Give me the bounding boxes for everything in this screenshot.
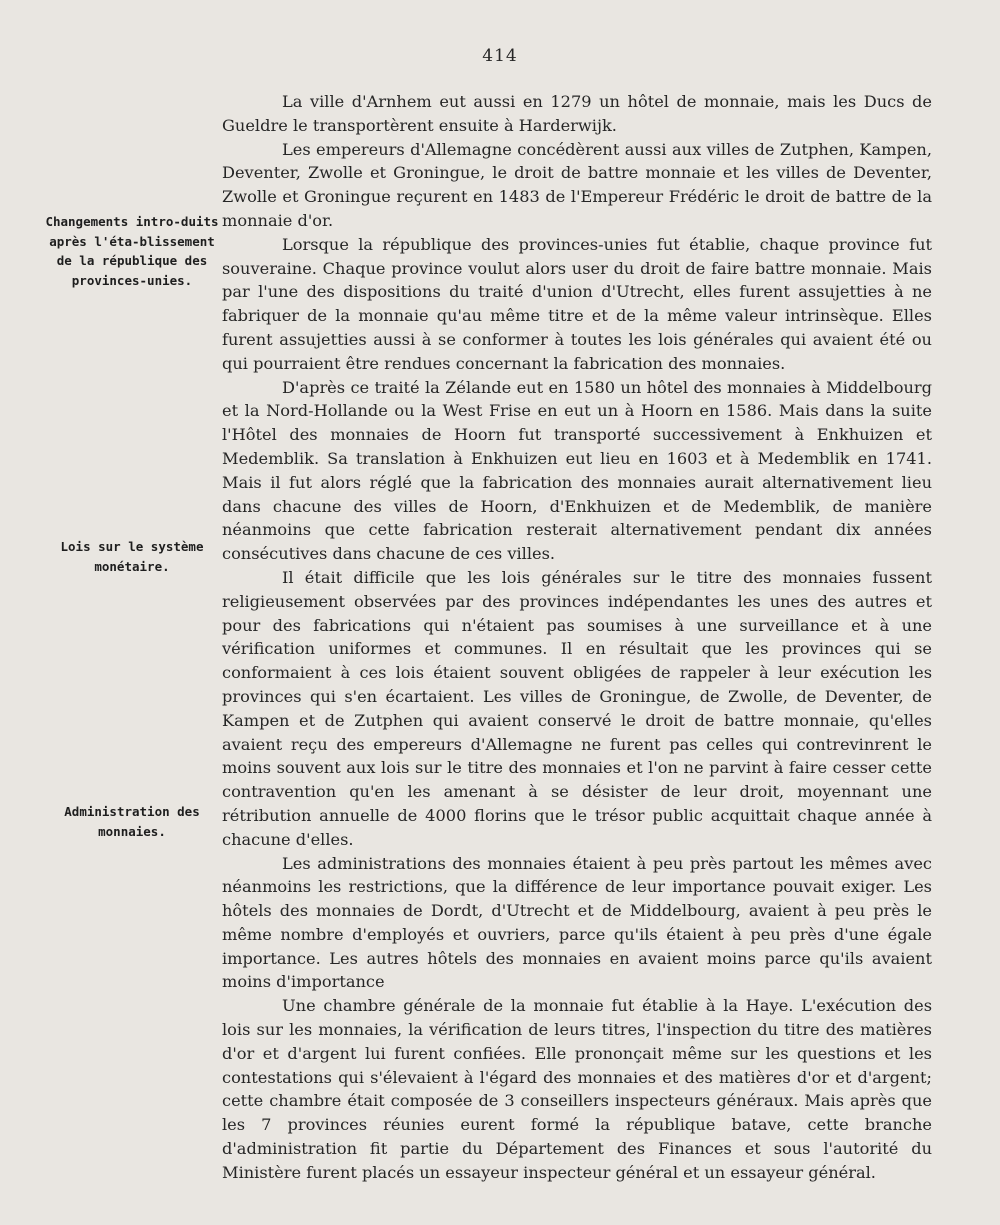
- page-number: 414: [482, 46, 518, 66]
- paragraph-lois-generales: Il était difficile que les lois générales sur le titre des monnaies fussent religieusement observées par des provinces indépendantes les unes des autres et pour des fabrications qui n'étaient pas soumises à une surveillance et à une vérification uniformes et communes. Il en résultait que les provinces qui se conformaient à ces lois étaient souvent obligées de rappeler à leur exécution les provinces qui s'en écartaient. Les villes de Groningue, de Zwolle, de Deventer, de Kampen et de Zutphen qui avaient conservé le droit de battre monnaie, qu'elles avaient reçu des empereurs d'Allemagne ne furent pas celles qui contrevinrent le moins souvent aux lois sur le titre des monnaies et l'on ne parvint à faire cesser cette contravention qu'en les amenant à se désister de leur droit, moyennant une rétribution annuelle de 4000 florins que le trésor public acquittait chaque année à chacune d'elles.: [222, 567, 932, 849]
- body-text: [222, 90, 932, 1185]
- paragraph-administrations: Les administrations des monnaies étaient à peu près partout les mêmes avec néanmoins les restrictions, que la différence de leur importance pouvait exiger. Les hôtels des monnaies de Dordt, d'Utrecht et de Middelbourg, avaient à peu près le même nombre d'employés et ouvriers, parce qu'ils étaient à peu près d'une égale importance. Les autres hôtels des monnaies en avaient moins parce qu'ils avaient moins d'importance: [222, 853, 932, 992]
- margin-note-lois: Lois sur le système monétaire.: [60, 539, 204, 574]
- paragraph-chambre-generale: Une chambre générale de la monnaie fut établie à la Haye. L'exécution des lois sur les monnaies, la vérification de leurs titres, l'inspection du titre des matières d'or et d'argent lui furent confiées. Elle prononçait même sur les questions et les contestations qui s'élevaient à l'égard des monnaies et des matières d'or et d'argent; cette chambre était composée de 3 conseillers inspecteurs généraux. Mais après que les 7 provinces réunies eurent formé la république batave, cette branche d'administration fit partie du Département des Finances et sous l'autorité du Ministère furent placés un essayeur inspecteur général et un essayeur général.: [222, 996, 932, 1182]
- margin-note-administration: Administration des monnaies.: [64, 804, 200, 839]
- paragraph-empereurs: Les empereurs d'Allemagne concédèrent aussi aux villes de Zutphen, Kampen, Deventer, Zwolle et Groningue, le droit de battre monnaie et les villes de Deventer, Zwolle et Groningue reçurent en 1483 de l'Empereur Frédéric le droit de battre de la monnaie d'or.: [222, 139, 932, 230]
- margin-note-changements: Changements intro-duits après l'éta-blissement de la république des provinces-unies.: [45, 214, 219, 288]
- paragraph-zelande: D'après ce traité la Zélande eut en 1580 un hôtel des monnaies à Middelbourg et la Nord-Hollande ou la West Frise en eut un à Hoorn en 1586. Mais dans la suite l'Hôtel des monnaies de Hoorn fut transporté successivement à Enkhuizen et Medemblik. Sa translation à Enkhuizen eut lieu en 1603 et à Medemblik en 1741. Mais il fut alors réglé que la fabrication des monnaies aurait alternativement lieu dans chacune des villes de Hoorn, d'Enkhuizen et de Medemblik, de manière néanmoins que cette fabrication resterait alternativement pendant dix années consécutives dans chacune de ces villes.: [222, 377, 932, 564]
- paragraph-republique: Lorsque la république des provinces-unies fut établie, chaque province fut souveraine. Chaque province voulut alors user du droit de faire battre monnaie. Mais par l'une des dispositions du traité d'union d'Utrecht, elles furent assujetties à ne fabriquer de la monnaie qu'au même titre et de la même valeur intrinsèque. Elles furent assujetties aussi à se conformer à toutes les lois générales qui avaient été ou qui pourraient être rendues concernant la fabrication des monnaies.: [222, 234, 932, 373]
- paragraph-arnhem: La ville d'Arnhem eut aussi en 1279 un hôtel de monnaie, mais les Ducs de Gueldre le transportèrent ensuite à Harderwijk.: [222, 92, 932, 135]
